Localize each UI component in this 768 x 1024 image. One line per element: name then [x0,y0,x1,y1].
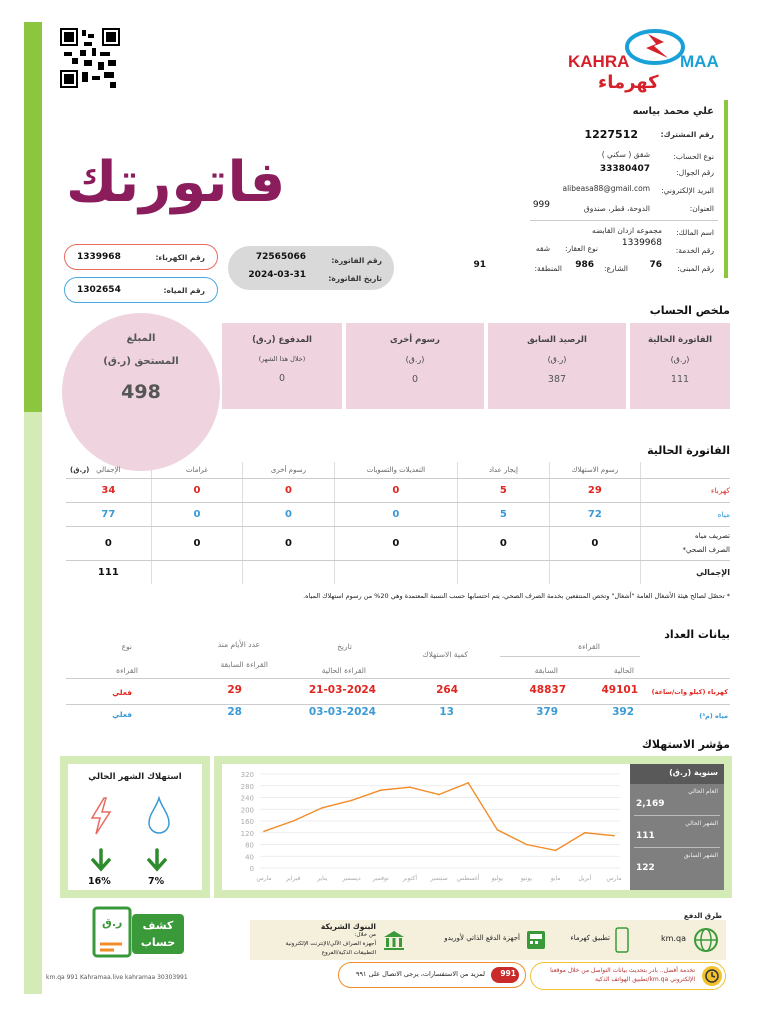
col-other-fees: رسوم أخرى [243,462,335,478]
update-tip: تخدمة أفضل.. بادر بتحديث بيانات التواصل من خلال موقعنا الإلكتروني km.qa/تطبيق الهواتف الذكية [550,967,695,983]
date-header: تاريخ [337,642,352,651]
data-point [322,807,324,809]
electricity-number-pill [64,244,218,270]
paid-label: المدفوع (ر.ق) [252,335,312,345]
data-point [497,829,499,831]
consumption-line-chart [222,764,630,890]
col-adjustments: التعديلات والتسويات [334,462,457,478]
divider [66,704,730,705]
y-tick-label: 280 [240,782,254,791]
current-reading: 392 [612,706,634,718]
summary-current-bill [630,323,730,409]
other-fees-label: رسوم أخرى [390,335,440,345]
y-tick-label: 200 [240,806,254,815]
data-point [409,786,411,788]
other-fees-value: 0 [411,374,419,385]
amount-due-label: المبلغ [126,333,156,344]
y-tick-label: 0 [249,865,254,873]
previous-balance-value: 387 [547,374,567,385]
partner-banks [286,922,376,958]
statement-label [132,914,184,954]
app-label: تطبيق كهرماء [570,934,610,942]
x-tick-label: أبريل [578,875,592,882]
row-label-line1: تصريف مياه [695,532,730,540]
brand-title: فاتورتك [66,150,286,215]
cell: 72 [549,502,641,526]
water-down-arrow-icon [146,848,168,872]
y-tick-label: 40 [245,853,254,862]
cell: 77 [66,502,151,526]
account-type: شقق ( سكني ) [601,150,650,159]
consumption-value: 264 [436,684,458,696]
water-number-pill [64,277,218,303]
previous-balance-label: الرصيد السابق [527,335,587,345]
update-info-pill [530,962,726,990]
chart-side-panel [630,764,724,890]
table-row-sewage [66,526,730,560]
summary-title: ملخص الحساب [649,304,730,317]
annual-label: العام الحالي [688,788,718,795]
bank-icon [382,928,406,952]
subscriber-name: علي محمد بياسه [632,106,714,117]
data-point [613,835,615,837]
current-bill-value: 111 [670,374,690,385]
zone-label: المنطقة: [534,264,562,273]
meter-row-electricity [66,682,730,704]
address-value: الدوحة، قطر، صندوق [583,204,650,213]
summary-previous-balance [488,323,626,409]
previous-month-label: الشهر السابق [683,852,718,859]
electricity-number: 1339968 [77,252,121,262]
divider [66,678,730,679]
table-row-water [66,502,730,526]
account-statement-badge[interactable] [92,906,192,962]
y-tick-label: 320 [240,771,254,779]
banks-sub2: أجهزة الصراف الآلي/الإنترنت الإلكترونية [285,941,376,947]
reading-date: 21-03-2024 [308,684,376,696]
cell: 0 [66,526,151,560]
side-accent-bar-light [24,412,42,994]
banks-title: البنوك الشريكة [320,922,376,931]
cell: 0 [334,478,457,502]
annual-value: 2,169 [636,799,665,809]
kiosk-machine-icon [524,928,548,952]
service-label: رقم الخدمة: [675,246,714,255]
mobile-number: 33380407 [599,164,650,174]
data-point [438,794,440,796]
type-header: نوع [121,642,132,651]
cell: 0 [243,478,335,502]
account-number: 1227512 [584,128,638,141]
x-tick-label: أغسطس [456,875,480,882]
km-site-link[interactable]: km.qa [661,934,686,943]
payment-methods-strip [250,920,726,960]
invoice-number: 72565066 [255,252,306,262]
building-number: 76 [649,260,662,270]
previous-reading-header: السابقة [534,666,558,675]
reading-type: فعلي [112,710,132,719]
consumption-title: مؤشر الاستهلاك [641,738,730,751]
col-currency: (ر.ق) [70,465,90,474]
consumption-value: 13 [439,706,454,718]
electricity-number-label: رقم الكهرباء: [155,252,205,262]
cell: 0 [243,502,335,526]
x-tick-label: يناير [317,875,328,882]
x-tick-label: ديسمبر [342,875,361,882]
y-tick-label: 240 [240,794,254,803]
current-bill-table [66,462,730,600]
current-reading-header: الحالية [613,666,634,675]
monthly-consumption-title: استهلاك الشهر الحالي [88,772,182,782]
call-number: 991 [500,969,516,978]
cell: 0 [151,502,243,526]
cell: 0 [334,526,457,560]
series-line [264,783,614,851]
days-since: 29 [227,684,242,696]
current-reading: 49101 [601,684,638,696]
paid-value: 0 [278,373,286,384]
current-bill-title: الفاتورة الحالية [647,444,730,457]
street-number: 986 [575,260,594,270]
electricity-icon [86,796,116,836]
col-total [66,462,151,478]
data-point [526,844,528,846]
total-value: 111 [97,566,119,578]
summary-paid [222,323,342,409]
col-consumption-fees: رسوم الاستهلاك [549,462,641,478]
data-point [292,820,294,822]
reading-header: القراءة [578,642,600,651]
cell: 29 [549,478,641,502]
property-type-label: نوع العقار: [564,244,598,253]
mobile-label: رقم الجوال: [676,168,714,177]
data-point [380,789,382,791]
days-since: 28 [227,706,242,718]
payment-title: طرق الدفع [683,912,722,920]
qr-code [60,28,120,88]
document-icon [92,906,132,958]
annual-title: سنوية (ر.ق) [630,764,724,784]
row-label: مياه [641,502,730,526]
logo-text-left: KAHRA [568,52,630,71]
chart-area [222,764,630,890]
x-tick-label: يونيو [520,875,533,882]
po-box: 999 [532,200,550,210]
invoice-date: 2024-03-31 [248,270,306,280]
x-tick-label: أكتوبر [402,875,418,882]
address-label: العنوان: [689,204,714,213]
social-links[interactable]: km.qa 991 Kahramaa.live kahramaa 30303991 [46,974,188,981]
data-point [351,800,353,802]
owner-label: اسم المالك: [676,228,714,237]
paid-note: (خلال هذا الشهر) [258,355,306,363]
row-label: كهرباء [641,478,730,502]
x-tick-label: سبتمبر [430,875,448,882]
previous-month-value: 122 [636,863,655,873]
banks-sub1: من خلال: [354,932,376,938]
previous-reading: 48837 [529,684,566,696]
call-info-pill [338,962,526,988]
current-bill-unit: (ر.ق) [670,355,690,364]
logo-text-right: MAA [680,52,719,71]
current-month-label: الشهر الحالي [685,820,718,827]
account-type-label: نوع الحساب: [673,152,714,161]
cell: 34 [66,478,151,502]
machines-label: أجهزة الدفع الذاتي لأوريدو [444,934,520,942]
call-text: لمزيد من الاستفسارات، يرجى الاتصال على ٩٩١ [356,970,485,978]
days-subheader: القراءة السابقة [220,660,268,669]
email-label: البريد الإلكتروني: [661,186,714,195]
water-number: 1302654 [77,285,121,295]
cell: 5 [458,478,550,502]
statement-word2: حساب [140,936,176,949]
type-subheader: القراءة [116,666,138,675]
owner-value: مجموعه ازدان القابضه [591,226,662,235]
cell: 0 [151,526,243,560]
monthly-consumption-card [60,756,210,898]
summary-other-fees [346,323,484,409]
side-accent-bar [24,22,42,412]
col-penalties: غرامات [151,462,243,478]
consumption-chart-card [214,756,732,898]
reading-date: 03-03-2024 [308,706,376,718]
clock-icon [701,965,723,987]
y-tick-label: 160 [240,818,254,826]
monthly-consumption-inner [68,764,202,890]
x-tick-label: مايو [550,875,561,882]
previous-balance-unit: (ر.ق) [547,355,567,364]
statement-currency: ر.ق [102,916,123,929]
cell: 0 [458,526,550,560]
days-header: عدد الأيام منذ [217,640,260,649]
cell: 0 [243,526,335,560]
amount-due-value: 498 [121,381,161,403]
logo-text-arabic: كهرماء [598,72,659,93]
globe-icon [692,926,720,954]
amount-due-circle [62,313,220,471]
street-label: الشارع: [604,264,628,273]
cell: 5 [458,502,550,526]
water-drop-icon [146,796,172,836]
logo-swoosh-icon [624,24,686,70]
data-point [584,832,586,834]
cell: 0 [151,478,243,502]
invoice-info-pill [228,246,394,290]
previous-reading: 379 [536,706,558,718]
water-change: 7% [148,876,165,887]
y-tick-label: 80 [245,841,254,850]
divider [530,220,718,221]
account-label: رقم المشترك: [660,130,714,139]
zone-number: 91 [473,260,486,270]
row-label-line2: الصرف الصحي* [682,546,730,554]
current-month-value: 111 [636,831,655,841]
reading-type: فعلي [112,688,132,697]
invoice-date-label: تاريخ الفاتورة: [328,274,382,283]
table-row-total [66,560,730,584]
electricity-change: 16% [88,876,111,887]
x-tick-label: يوليو [491,875,504,882]
property-type: شقه [535,244,550,253]
email-value: alibeasa88@gmail.com [562,184,650,193]
col-meter-rent: إيجار عداد [458,462,550,478]
water-number-label: رقم المياه: [163,285,205,295]
cell: 0 [549,526,641,560]
data-point [467,782,469,784]
col-total-label: الإجمالي [96,465,121,474]
meter-data-title: بيانات العداد [664,628,730,641]
divider [500,656,640,657]
cell: 0 [334,502,457,526]
electricity-down-arrow-icon [90,848,112,872]
building-label: رقم المبنى: [677,264,714,273]
y-tick-label: 120 [240,829,254,838]
x-tick-label: نوفمبر [372,875,389,882]
data-point [555,850,557,852]
row-label [641,526,730,560]
banks-sub3: التطبيقات الذكية/الفروع [321,950,376,956]
subscriber-panel [468,100,728,278]
table-row-electricity [66,478,730,502]
x-tick-label: مارس [256,875,272,882]
row-label: كهرباء (كيلو وات/ساعة) [651,688,728,696]
kahramaa-logo [568,24,728,92]
service-number: 1339968 [621,238,662,248]
statement-word1: كشف [142,919,174,932]
sewage-note: * تحصّل لصالح هيئة الأشغال العامة "أشغال" وتخص المنتفعين بخدمة الصرف الصحي، يتم احتسابها حسب النسبة المعتمدة وهي 20% من رسوم استهلاك المياه. [303,592,730,600]
date-subheader: القراءة الحالية [321,666,366,675]
meter-row-water [66,706,730,728]
amount-due-label-2: المستحق (ر.ق) [103,356,179,367]
x-tick-label: فبراير [285,875,301,882]
other-fees-unit: (ر.ق) [405,355,425,364]
data-point [263,830,265,832]
consumption-header: كمية الاستهلاك [422,650,468,659]
row-label: مياه (م³) [699,712,728,720]
total-label: الإجمالي [641,560,730,584]
current-bill-label: الفاتورة الحالية [647,335,713,345]
mobile-phone-icon [614,926,630,954]
invoice-number-label: رقم الفاتورة: [331,256,382,265]
x-tick-label: مارس [606,875,622,882]
